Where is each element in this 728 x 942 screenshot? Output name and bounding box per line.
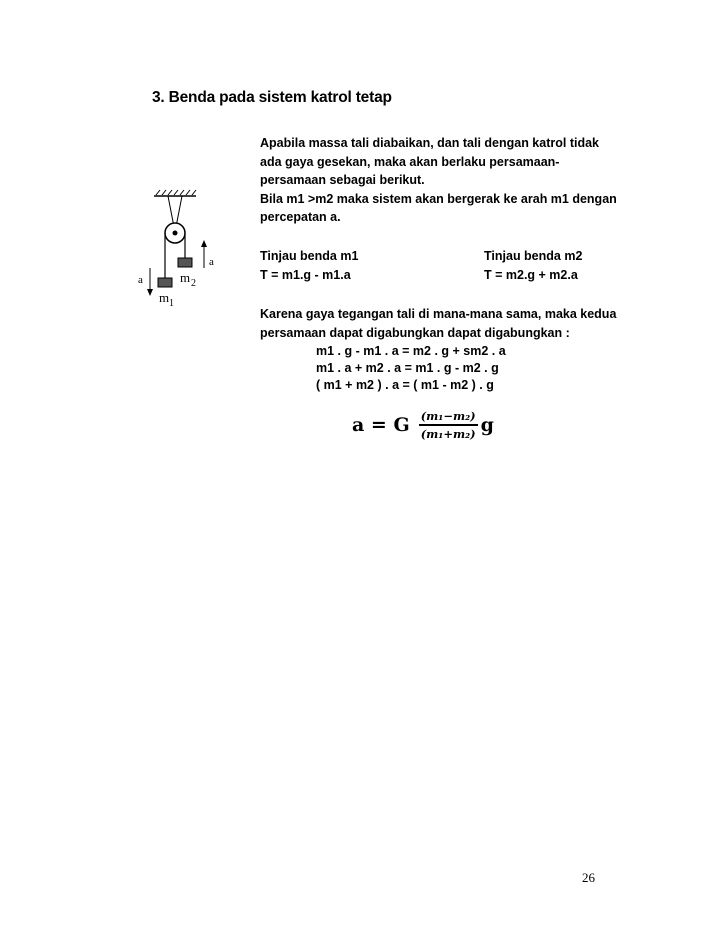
label-m2: m [180,270,191,285]
equation-line: m1 . g - m1 . a = m2 . g + sm2 . a [316,344,506,358]
conclusion-paragraph [260,305,660,342]
formula-rhs: g [480,414,494,436]
intro-line: ada gaya gesekan, maka akan berlaku persamaan- [260,154,560,169]
label-a-left: a [138,274,143,286]
label-m2-sub: 2 [191,278,196,289]
pulley-diagram [138,186,220,310]
review-m1-title: Tinjau benda m1 [260,249,359,263]
intro-paragraph [260,134,660,227]
review-m1-equation: T = m1.g - m1.a [260,267,351,282]
equation-line: m1 . a + m2 . a = m1 . g - m2 . g [316,361,499,375]
label-m1: m [159,290,170,305]
mass-m1 [158,278,172,287]
formula-denominator: (m₁+m₂) [420,426,476,441]
intro-line: persamaan sebagai berikut. [260,173,425,187]
formula-numerator: (m₁−m₂) [420,409,476,424]
label-m1-sub: 1 [169,298,174,309]
equation-line: ( m1 + m2 ) . a = ( m1 - m2 ) . g [316,378,494,392]
arrow-up-head [201,240,207,247]
review-m1 [260,247,460,284]
review-m2-equation: T = m2.g + m2.a [484,267,578,282]
label-a-right: a [209,256,214,268]
fraction-bar [419,424,478,426]
mass-m2 [178,258,192,267]
acceleration-formula [352,401,500,449]
intro-line: percepatan a. [260,210,341,224]
ceiling-hatch [156,190,196,195]
formula-lhs: a = G [352,414,410,436]
section-heading: 3. Benda pada sistem katrol tetap [152,89,392,106]
formula-fraction [419,409,478,441]
review-m2 [484,247,684,284]
page-number: 26 [582,870,595,885]
conclusion-line: persamaan dapat digabungkan dapat digabungkan : [260,325,570,340]
intro-line: Apabila massa tali diabaikan, dan tali dengan katrol tidak [260,136,599,150]
arrow-down-head [147,289,153,296]
conclusion-line: Karena gaya tegangan tali di mana-mana sama, maka kedua [260,307,617,321]
pulley-axle [173,231,178,236]
intro-line: Bila m1 >m2 maka sistem akan bergerak ke arah m1 dengan [260,191,617,206]
review-m2-title: Tinjau benda m2 [484,249,583,263]
